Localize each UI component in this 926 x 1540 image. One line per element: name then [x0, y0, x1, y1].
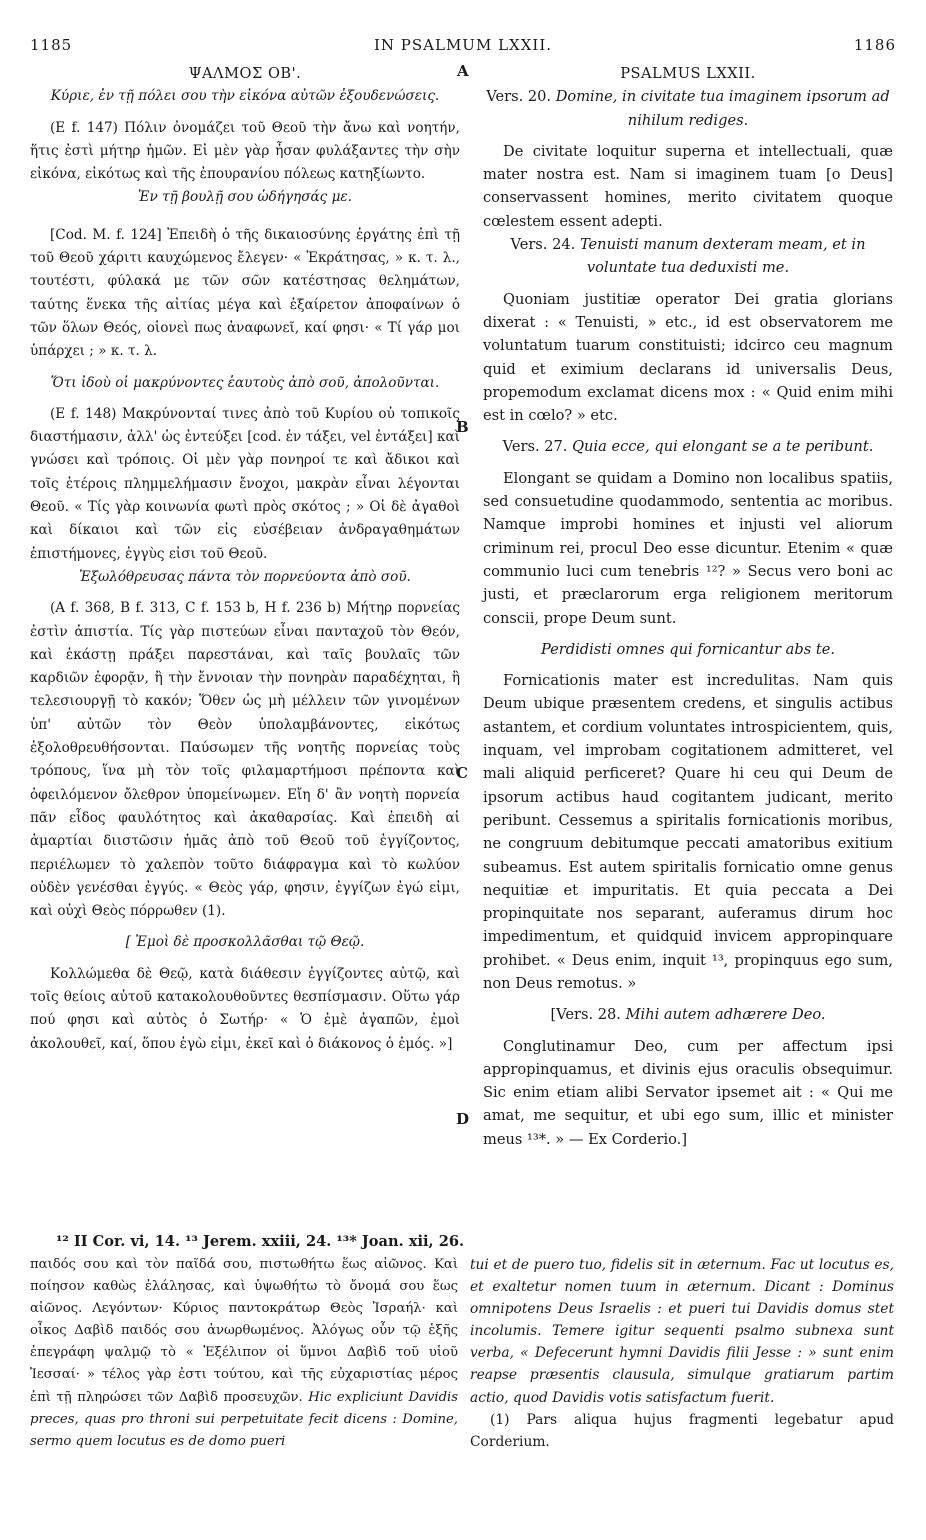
greek-lemma-3: Ὅτι ἰδοὺ οἱ μακρύνοντες ἑαυτοὺς ἀπὸ σοῦ, ἀπολοῦνται. — [50, 374, 440, 391]
footnotes: ¹² II Cor. vi, 14. ¹³ Jerem. xxiii, 24. ¹³* Joan. xii, 26. — [56, 1233, 465, 1250]
latin-lemma-1 — [483, 85, 893, 132]
latin-lemma-5-text: Mihi autem adhærere Deo. — [625, 1006, 826, 1024]
latin-paragraph-4: Fornicationis mater est incredulitas. Nam quis Deum ubique præsentem credens, et singulis actibus astantem, et cordium voluntates introspicientem, quis, inquam, vel improbam cogitationem admitteret, vel mali aliquid perficeret? Quare hi ceu qui Deum de ipsorum actibus haud cogitantem judicant, merito peribunt. Cessemus a spiritalis fornicationis moribus, ne congruum debitumque peccati amatoribus exitium subeamus. Est autem spiritalis fornicatio omne genus nequitiæ et impuritatis. Et quia peccata a Dei propinquitate nos separant, auferamus dirum hoc impedimentum, et quidquid invicem appropinquare prohibet. « Deus enim, inquit ¹³, propinquus ego sum, non Deus remotus. » — [483, 672, 893, 992]
bottom-greek-latin-text: Hic expliciunt Davidis preces, quas pro throni sui perpetuitate fecit dicens : Domine, sermo quem locutus es de domo pueri — [30, 1389, 459, 1449]
bottom-greek-continuation — [30, 1254, 458, 1453]
latin-lemma-2-text: Tenuisti manum dexteram meam, et in voluntate tua deduxisti me. — [579, 236, 866, 277]
latin-verse-label-2: Vers. 24. — [510, 236, 576, 254]
latin-verse-label-3: Vers. 27. — [502, 438, 568, 456]
greek-lemma-5: [ Ἐμοὶ δὲ προσκολλᾶσθαι τῷ Θεῷ. — [125, 934, 365, 951]
greek-paragraph-2: [Cod. M. f. 124] Ἐπειδὴ ὁ τῆς δικαιοσύνης ἐργάτης ἐπὶ τῇ τοῦ Θεοῦ χάριτι καυχώμενος ἔλεγεν· « Ἐκράτησας, » κ. τ. λ., τουτέστι, φύλακά με τῶν σῶν κατέστησας θελημάτων, ταύτης ἕνεκα τῆς αἰτίας μέγα καὶ ἐξαίρετον ἀποφαίνων ὁ τῶν ὅλων Θεός, οἱονεὶ πως ἀναφωνεῖ, καί φησι· « Τί γάρ μοι ὑπάρχει ; » κ. τ. λ. — [30, 226, 460, 360]
running-title: IN PSALMUM LXXII. — [373, 36, 553, 54]
running-header — [30, 36, 896, 56]
bottom-greek-text: παιδός σου καὶ τὸν παῖδά σου, πιστωθήτω ἕως αἰῶνος. Καὶ ποίησον καθὼς ἐλάλησας, καὶ ὑψωθήτω τὸ ὄνομά σου ἕως αἰῶνος. Λεγόντων· Κύριος παντοκράτωρ Θεὸς Ἰσραήλ· καὶ οἶκος Δαβὶδ παιδός σου ἀνωρθωμένος. Ἀλόγως οὖν τῷ ἑξῆς ἐπεγράφη ψαλμῷ τὸ « Ἐξέλιπον οἱ ὕμνοι Δαβὶδ τοῦ υἱοῦ Ἰεσσαί· » τέλος γὰρ ἐστι τούτου, καὶ τῆς εὐχαριστίας μέρος ἐπὶ τῇ πληρώσει τῶν Δαβὶδ προσευχῶν. — [30, 1257, 458, 1405]
latin-paragraph-1: De civitate loquitur superna et intellectuali, quæ mater nostra est. Nam si imaginem tuam [o Deus] conservassent homines, merito civitatem quoque cœlestem essent adepti. — [483, 142, 893, 230]
greek-paragraph-4: (A f. 368, B f. 313, C f. 153 b, H f. 236 b) Μήτηρ πορνείας ἐστὶν ἀπιστία. Τίς γὰρ πιστεύων εἶναι πανταχοῦ τὸν Θεόν, καὶ ἑκάστῃ πράξει παρεστάναι, καὶ ταῖς βουλαῖς τῶν καρδιῶν ἐφορᾷν, ἢ τὴν ἔννοιαν τὴν πονηρὰν παραδέχηται, ἢ τελεσιουργῇ τὸ κακόν; Ὅθεν ὡς μὴ μέλλειν τῶν γινομένων ὑπ' αὐτῶν τὸν Θεὸν ὑπολαμβάνοντες, εἰκότως ἐξολοθρευθήσονται. Παύσωμεν τῆς νοητῆς πορνείας τοὺς τρόπους, ἵνα μὴ τὸν τοῖς φιλαμαρτήμοσι πρέποντα καὶ ὀφειλόμενον ὄλεθρον ὑπομείνωμεν. Εἴη δ' ἂν νοητὴ πορνεία πᾶν εἶδος φαυλότητος καὶ ἀκαθαρσίας. Καὶ ἐπειδὴ αἱ ἁμαρτίαι διιστῶσιν ἡμᾶς ἀπὸ τοῦ Θεοῦ τοῦ ἐγγίζοντος, περιέλωμεν τὸ χαλεπὸν τοῦτο διάφραγμα καὶ τὸ κωλύον οὐδὲν γενέσθαι ἐγγύς. « Θεὸς γάρ, φησιν, ἐγγίζων ἐγώ εἰμι, καὶ οὐχὶ Θεὸς πόρρωθεν (1). — [30, 600, 460, 920]
page-number-left: 1185 — [30, 36, 73, 54]
latin-lemma-5 — [483, 1003, 893, 1026]
latin-lemma-3 — [483, 435, 893, 458]
latin-column — [483, 62, 893, 1151]
latin-lemma-1-text: Domine, in civitate tua imaginem ipsorum ad nihilum rediges. — [555, 88, 890, 129]
page-number-right: 1186 — [853, 36, 896, 54]
bottom-latin-continuation — [470, 1254, 894, 1453]
greek-column — [30, 62, 460, 1056]
latin-verse-label-1: Vers. 20. — [486, 88, 552, 106]
greek-paragraph-5: Κολλώμεθα δὲ Θεῷ, κατὰ διάθεσιν ἐγγίζοντες αὐτῷ, καὶ τοῖς θείοις αὐτοῦ κατακολουθοῦντες θεσπίσμασιν. Οὕτω γάρ πού φησι καὶ αὐτὸς ὁ Σωτήρ· « Ὁ ἐμὲ ἀγαπῶν, ἐμοὶ ἀκολουθεῖ, καί, ὅπου ἐγὼ εἰμι, ἐκεῖ καὶ ὁ διάκονος ὁ ἐμός. »] — [30, 965, 460, 1052]
latin-psalm-heading: PSALMUS LXXII. — [620, 65, 756, 82]
greek-lemma-2: Ἐν τῇ βουλῇ σου ὡδήγησάς με. — [137, 189, 353, 206]
margin-letter-b: B — [456, 418, 469, 436]
latin-paragraph-2: Quoniam justitiæ operator Dei gratia glorians dixerat : « Tenuisti, » etc., id est observatorem me voluntatum tuarum constituisti; idcirco ceu magnum quid et eximium declarans id universalis Deus, propemodum exclamat dicens mox : « Quid enim mihi est in cœlo? » etc. — [483, 290, 893, 425]
greek-lemma-1: Κύριε, ἐν τῇ πόλει σου τὴν εἰκόνα αὐτῶν ἐξουδενώσεις. — [50, 88, 440, 105]
latin-paragraph-5: Conglutinamur Deo, cum per affectum ipsi appropinquamus, et divinis ejus oraculis obsequimur. Sic enim etiam alibi Servator ipsemet ait : « Qui me amat, me sequitur, et ubi ego sum, illic et minister meus ¹³*. » — Ex Corderio.] — [483, 1037, 893, 1148]
greek-paragraph-1: (E f. 147) Πόλιν ὀνομάζει τοῦ Θεοῦ τὴν ἄνω καὶ νοητήν, ἥτις ἐστὶ μήτηρ ἡμῶν. Εἰ μὲν γὰρ ἦσαν φυλάξαντες τὴν σὴν εἰκόνα, εἰκότως καὶ τῆς ἐπουρανίου πόλεως κατηξίωντο. — [30, 119, 460, 183]
latin-verse-label-5: [Vers. 28. — [550, 1006, 621, 1024]
margin-letter-d: D — [456, 1110, 470, 1128]
greek-psalm-heading: ΨΑΛΜΟΣ ΟΒ'. — [188, 65, 302, 82]
latin-lemma-4: Perdidisti omnes qui fornicantur abs te. — [541, 640, 835, 658]
bottom-note: (1) Pars aliqua hujus fragmenti legebatur apud Corderium. — [470, 1411, 894, 1450]
bottom-latin-text: tui et de puero tuo, fidelis sit in æternum. Fac ut locutus es, et exaltetur nomen tuum in æternum. Dicant : Dominus omnipotens Deus Israelis : et pueri tui Davidis domus stet incolumis. Temere igitur sequenti psalmo subnexa sunt verba, « Defecerunt hymni Davidis filii Jesse : » sunt enim reapse præsentis clausula, simulque gratiarum partim actio, quod Davidis votis satisfactum fuerit. — [470, 1257, 894, 1406]
margin-letter-a: A — [457, 62, 469, 80]
latin-lemma-3-text: Quia ecce, qui elongant se a te peribunt. — [572, 438, 874, 456]
latin-lemma-2 — [483, 233, 893, 280]
greek-lemma-4: Ἐξωλόθρευσας πάντα τὸν πορνεύοντα ἀπὸ σοῦ. — [79, 568, 411, 585]
greek-paragraph-3: (E f. 148) Μακρύνονταί τινες ἀπὸ τοῦ Κυρίου οὐ τοπικοῖς διαστήμασιν, ἀλλ' ὡς ἐντεύξει [cod. ἐν τάξει, vel ἐντάξει] καὶ γνώσει καὶ τρόποις. Οἱ μὲν γὰρ πονηροί τε καὶ ἄδικοι καὶ τοῖς ἑτέροις πλημμελήμασιν ἔνοχοι, μακρὰν εἶναι λέγονται Θεοῦ. « Τίς γὰρ κοινωνία φωτὶ πρὸς σκότος ; » Οἱ δὲ ἀγαθοὶ καὶ δίκαιοι καὶ τῶν εἰς εὐσέβειαν ἀνδραγαθημάτων ἐπιστήμονες, ἐγγὺς εἰσι τοῦ Θεοῦ. — [30, 405, 460, 562]
margin-letter-c: C — [456, 764, 468, 782]
latin-paragraph-3: Elongant se quidam a Domino non localibus spatiis, sed consuetudine quodammodo, sententia ac moribus. Namque improbi homines et injusti vel aliorum criminum rei, procul Deo esse dicuntur. Etenim « quæ communio luci cum tenebris ¹²? » Secus vero boni ac justi, et præclarorum erga religionem meritorum conscii, prope Deum sunt. — [483, 469, 893, 627]
